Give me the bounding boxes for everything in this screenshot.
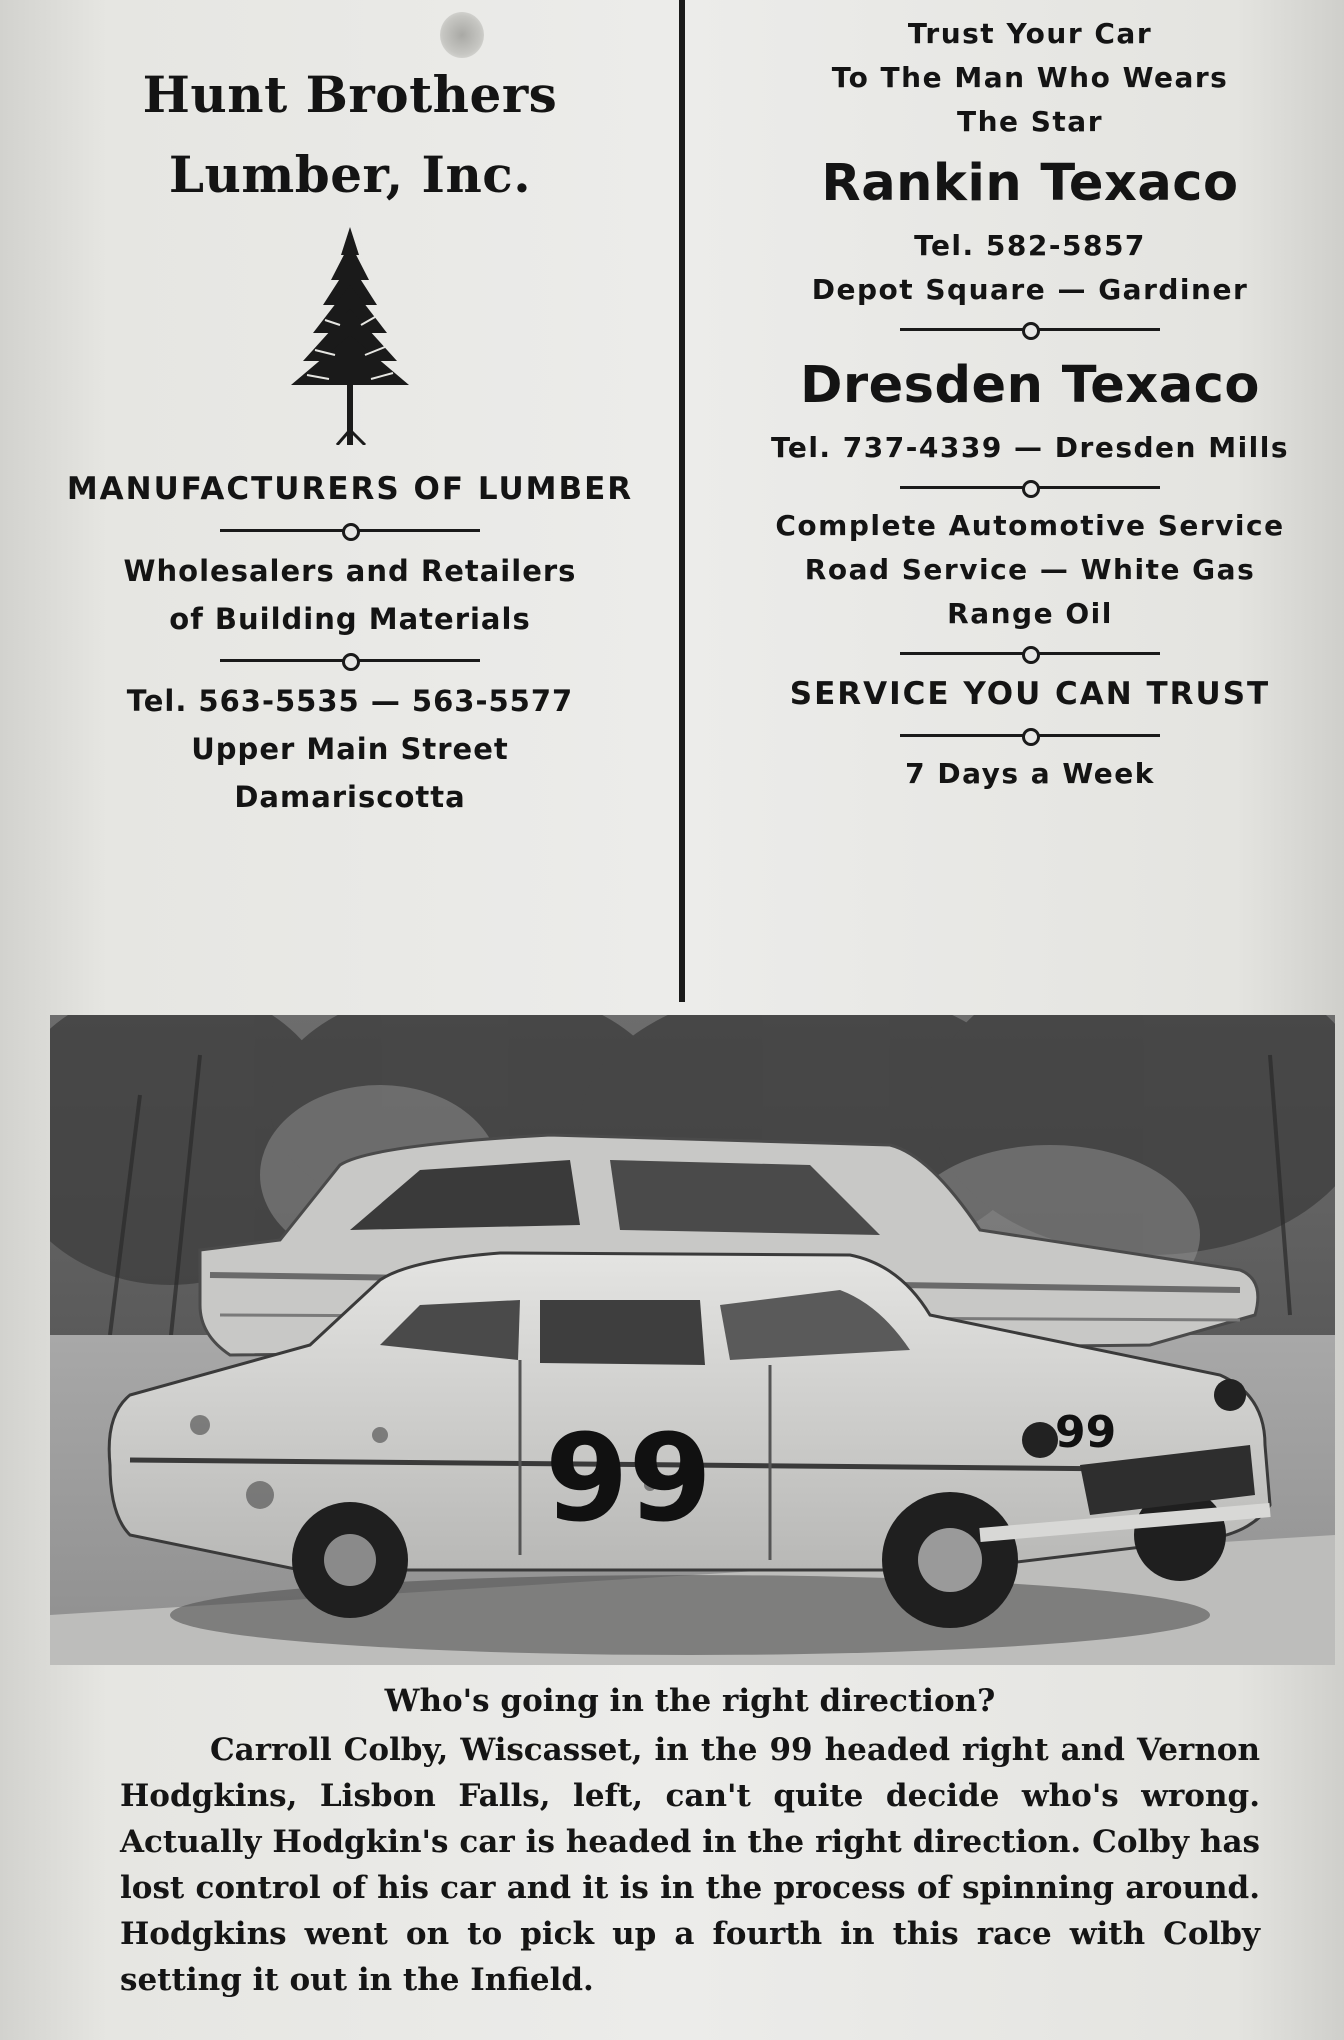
company-name-line1: Hunt Brothers bbox=[142, 65, 558, 124]
station1-address: Depot Square — Gardiner bbox=[811, 273, 1249, 306]
slogan-line2: To The Man Who Wears bbox=[831, 61, 1229, 94]
caption-body: Carroll Colby, Wiscasset, in the 99 headed right and Vernon Hodgkins, Lisbon Falls, left, can't quite decide who's wrong. Actually Hodgkin's car is headed in the right direction. Colby has lost control of his car and it is in the process of spinning around. Hodgkins went on to pick up a fourth in this race with Colby setting it out in the Infield. bbox=[120, 1732, 1260, 1998]
station1-phone: Tel. 582-5857 bbox=[914, 229, 1146, 262]
town: Damariscotta bbox=[234, 780, 466, 814]
ornament-divider bbox=[900, 312, 1160, 346]
services-line2: Road Service — White Gas bbox=[804, 553, 1256, 586]
services-line1: Complete Automotive Service bbox=[775, 509, 1285, 542]
motto: SERVICE YOU CAN TRUST bbox=[789, 676, 1271, 712]
car-number-small: 99 bbox=[1055, 1407, 1117, 1458]
hours: 7 Days a Week bbox=[905, 757, 1155, 790]
description-line2: of Building Materials bbox=[169, 602, 531, 636]
ornament-divider bbox=[900, 470, 1160, 504]
ornament-divider bbox=[220, 643, 480, 677]
slogan-line3: The Star bbox=[956, 105, 1104, 138]
phone-numbers: Tel. 563-5535 — 563-5577 bbox=[126, 684, 574, 718]
ornament-divider bbox=[220, 513, 480, 547]
race-car-photo bbox=[50, 1015, 1335, 1665]
texaco-ad bbox=[735, 12, 1325, 796]
ornament-divider bbox=[900, 636, 1160, 670]
station2-name: Dresden Texaco bbox=[800, 356, 1260, 415]
photo-caption bbox=[120, 1675, 1260, 2003]
column-divider bbox=[679, 0, 685, 1002]
ornament-divider bbox=[900, 718, 1160, 752]
description-line1: Wholesalers and Retailers bbox=[123, 554, 577, 588]
station2-phone-address: Tel. 737-4339 — Dresden Mills bbox=[770, 431, 1290, 464]
ink-smudge bbox=[440, 12, 484, 58]
hunt-brothers-ad bbox=[30, 55, 670, 821]
slogan-line1: Trust Your Car bbox=[907, 17, 1153, 50]
street-address: Upper Main Street bbox=[191, 732, 509, 766]
pine-tree-icon bbox=[285, 225, 415, 445]
services-line3: Range Oil bbox=[947, 597, 1113, 630]
station1-name: Rankin Texaco bbox=[821, 154, 1239, 213]
caption-question: Who's going in the right direction? bbox=[384, 1683, 996, 1719]
company-name-line2: Lumber, Inc. bbox=[168, 145, 532, 204]
car-number: 99 bbox=[545, 1410, 712, 1549]
tagline: MANUFACTURERS OF LUMBER bbox=[66, 471, 634, 507]
